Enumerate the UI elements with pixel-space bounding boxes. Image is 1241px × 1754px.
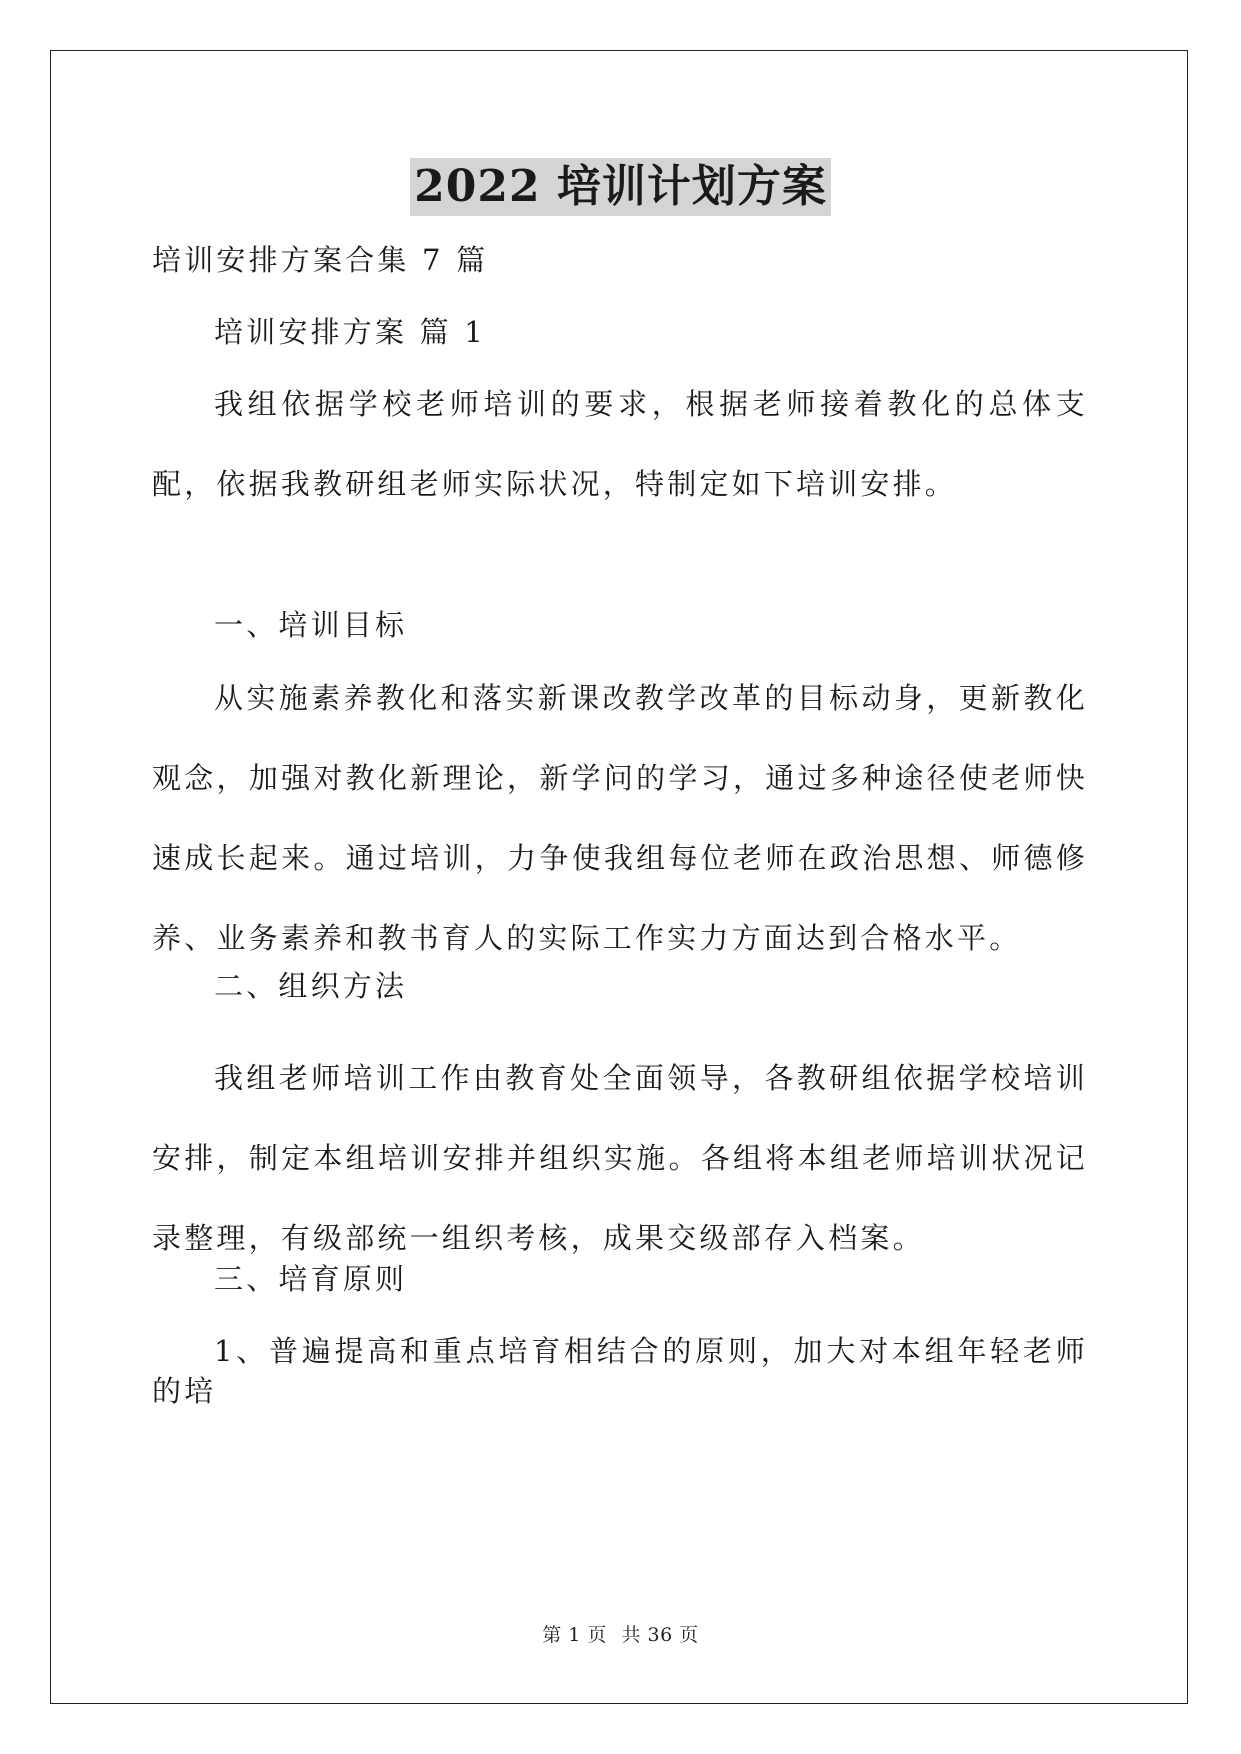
intro-paragraph: 我组依据学校老师培训的要求，根据老师接着教化的总体支配，依据我教研组老师实际状况，特制定如下培训安排。 bbox=[152, 387, 1088, 501]
title-container bbox=[0, 158, 1241, 216]
section-heading: 培训安排方案 篇 1 bbox=[214, 315, 486, 349]
goals-paragraph: 从实施素养教化和落实新课改教学改革的目标动身，更新教化观念，加强对教化新理论，新学问的学习，通过多种途径使老师快速成长起来。通过培训，力争使我组每位老师在政治思想、师德修养、业务素养和教书育人的实际工作实力方面达到合格水平。 bbox=[152, 681, 1088, 955]
document-title: 2022 培训计划方案 bbox=[410, 158, 831, 216]
page-number: 第 1 页 bbox=[542, 1624, 607, 1646]
total-pages: 共 36 页 bbox=[621, 1624, 699, 1646]
organization-paragraph: 我组老师培训工作由教育处全面领导，各教研组依据学校培训安排，制定本组培训安排并组织实施。各组将本组老师培训状况记录整理，有级部统一组织考核，成果交级部存入档案。 bbox=[152, 1061, 1088, 1255]
page-footer bbox=[0, 1620, 1241, 1647]
heading-training-goals: 一、培训目标 bbox=[214, 608, 408, 642]
heading-organization-method: 二、组织方法 bbox=[214, 969, 408, 1003]
heading-cultivation-principles: 三、培育原则 bbox=[214, 1262, 408, 1296]
principle-paragraph: 1、普遍提高和重点培育相结合的原则，加大对本组年轻老师的培 bbox=[152, 1334, 1088, 1408]
collection-subtitle: 培训安排方案合集 7 篇 bbox=[152, 243, 489, 277]
